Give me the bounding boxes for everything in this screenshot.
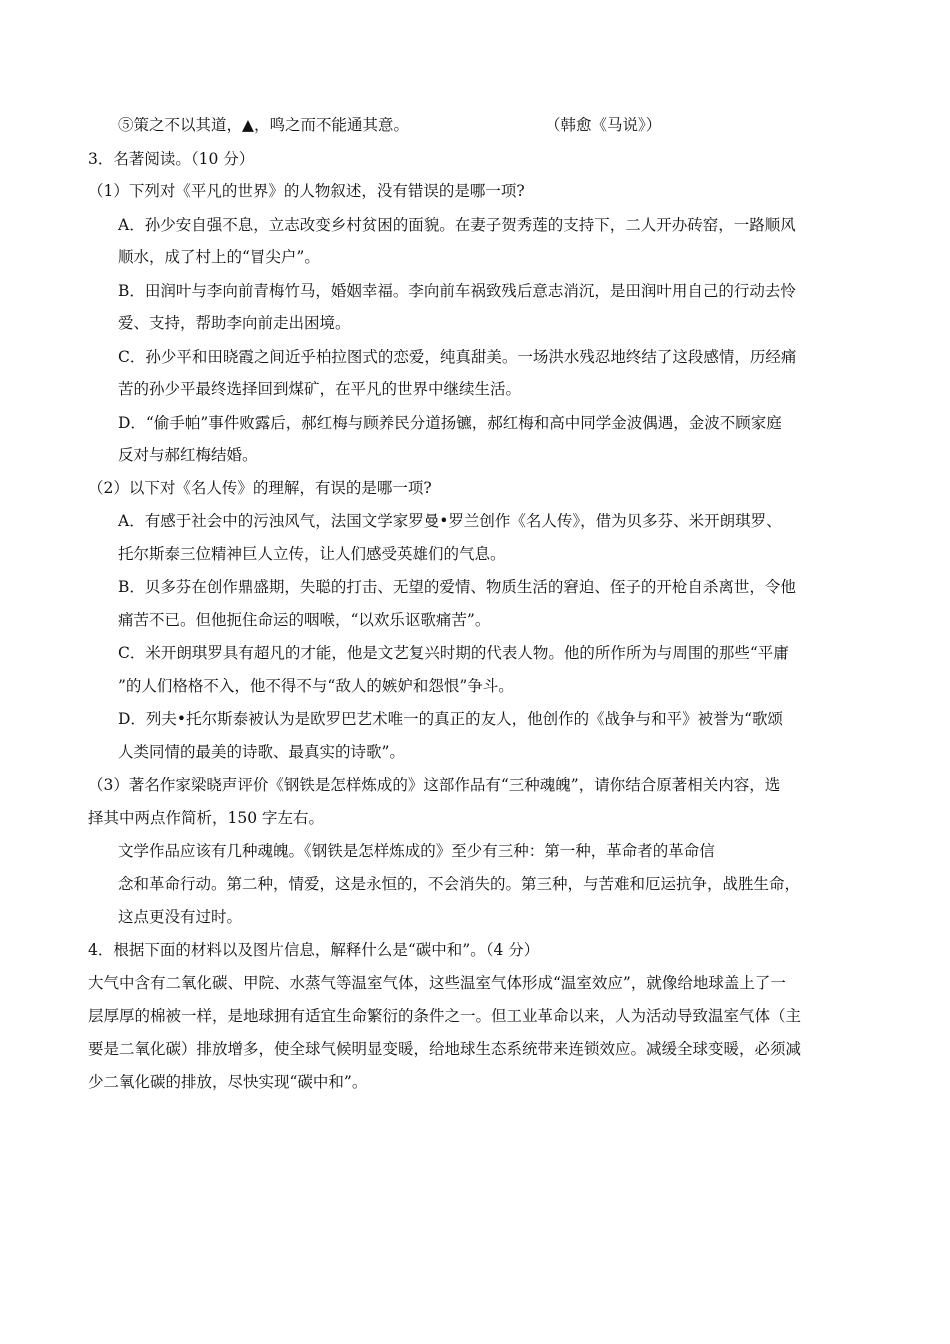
question-3-heading: 3．名著阅读。（10 分）: [88, 150, 255, 168]
q3-1-option-b-line2: 爱、支持，帮助李向前走出困境。: [118, 314, 351, 332]
q3-1-option-d-line2: 反对与郝红梅结婚。: [118, 446, 258, 464]
q3-1-stem: （1）下列对《平凡的世界》的人物叙述，没有错误的是哪一项?: [88, 182, 525, 200]
q3-3-stem-line2: 择其中两点作简析，150 字左右。: [88, 809, 325, 827]
q3-3-answer-line1: 文学作品应该有几种魂魄。《钢铁是怎样炼成的》至少有三种：第一种，革命者的革命信: [118, 842, 715, 860]
q3-1-option-a-line2: 顺水，成了村上的“冒尖户”。: [118, 248, 320, 266]
q3-2-option-a-line2: 托尔斯泰三位精神巨人立传，让人们感受英雄们的气息。: [118, 545, 506, 563]
poem-line-5: [118, 114, 409, 136]
q3-2-option-c-line2: ”的人们格格不入，他不得不与“敌人的嫉妒和怨恨”争斗。: [118, 677, 514, 695]
q3-2-option-b-line1: B．贝多芬在创作鼎盛期，失聪的打击、无望的爱情、物质生活的窘迫、侄子的开枪自杀离世，令他: [118, 578, 796, 596]
q3-3-stem-line1: （3）著名作家梁晓声评价《钢铁是怎样炼成的》这部作品有“三种魂魄”，请你结合原著相关内容，选: [88, 776, 781, 794]
q4-material-line1: 大气中含有二氧化碳、甲院、水蒸气等温室气体，这些温室气体形成“温室效应”，就像给地球盖上了一: [88, 974, 786, 992]
q3-2-option-d-line2: 人类同情的最美的诗歌、最真实的诗歌”。: [118, 743, 405, 761]
q3-2-option-a-line1: A．有感于社会中的污浊风气，法国文学家罗曼•罗兰创作《名人传》，借为贝多芬、米开朗琪罗、: [118, 512, 782, 530]
q4-material-line3: 要是二氧化碳）排放增多，使全球气候明显变暖，给地球生态系统带来连锁效应。减缓全球变暖，必须减: [88, 1040, 802, 1058]
q3-2-option-d-line1: D．列夫•托尔斯泰被认为是欧罗巴艺术唯一的真正的友人，他创作的《战争与和平》被誉为“歌颂: [118, 710, 783, 728]
poem-line-5-text2: ，鸣之而不能通其意。: [253, 116, 409, 134]
q3-1-option-c-line1: C．孙少平和田晓霞之间近乎柏拉图式的恋爱，纯真甜美。一场洪水残忍地终结了这段感情，历经痛: [118, 348, 797, 366]
q3-1-option-b-line1: B．田润叶与李向前青梅竹马，婚姻幸福。李向前车祸致残后意志消沉，是田润叶用自己的行动去怜: [118, 282, 796, 300]
q3-2-option-b-line2: 痛苦不已。但他扼住命运的咽喉，“以欢乐讴歌痛苦”。: [118, 611, 491, 629]
q4-material-line4: 少二氧化碳的排放，尽快实现“碳中和”。: [88, 1073, 368, 1091]
q3-1-option-c-line2: 苦的孙少平最终选择回到煤矿，在平凡的世界中继续生活。: [118, 380, 522, 398]
q3-2-stem: （2）以下对《名人传》的理解，有误的是哪一项?: [88, 479, 432, 497]
q3-3-answer-line3: 这点更没有过时。: [118, 908, 243, 926]
poem-source: （韩愈《马说》）: [545, 116, 662, 134]
q3-3-answer-line2: 念和革命行动。第二种，情爱，这是永恒的，不会消失的。第三种，与苦难和厄运抗争，战胜生命，: [118, 875, 801, 893]
question-4-heading: 4．根据下面的材料以及图片信息，解释什么是“碳中和”。（4 分）: [88, 941, 540, 959]
poem-line-5-text1: ⑤策之不以其道，: [118, 116, 243, 134]
blank-triangle-icon: ▲: [242, 115, 254, 134]
q3-1-option-a-line1: A．孙少安自强不息，立志改变乡村贫困的面貌。在妻子贺秀莲的支持下，二人开办砖窑，一路顺风: [118, 216, 796, 234]
q3-1-option-d-line1: D．“偷手帕”事件败露后，郝红梅与顾养民分道扬镳，郝红梅和高中同学金波偶遇，金波不顾家庭: [118, 414, 782, 432]
q3-2-option-c-line1: C．米开朗琪罗具有超凡的才能，他是文艺复兴时期的代表人物。他的所作所为与周围的那些“平庸: [118, 644, 789, 662]
q4-material-line2: 层厚厚的棉被一样，是地球拥有适宜生命繁衍的条件之一。但工业革命以来，人为活动导致温室气体（主: [88, 1007, 802, 1025]
